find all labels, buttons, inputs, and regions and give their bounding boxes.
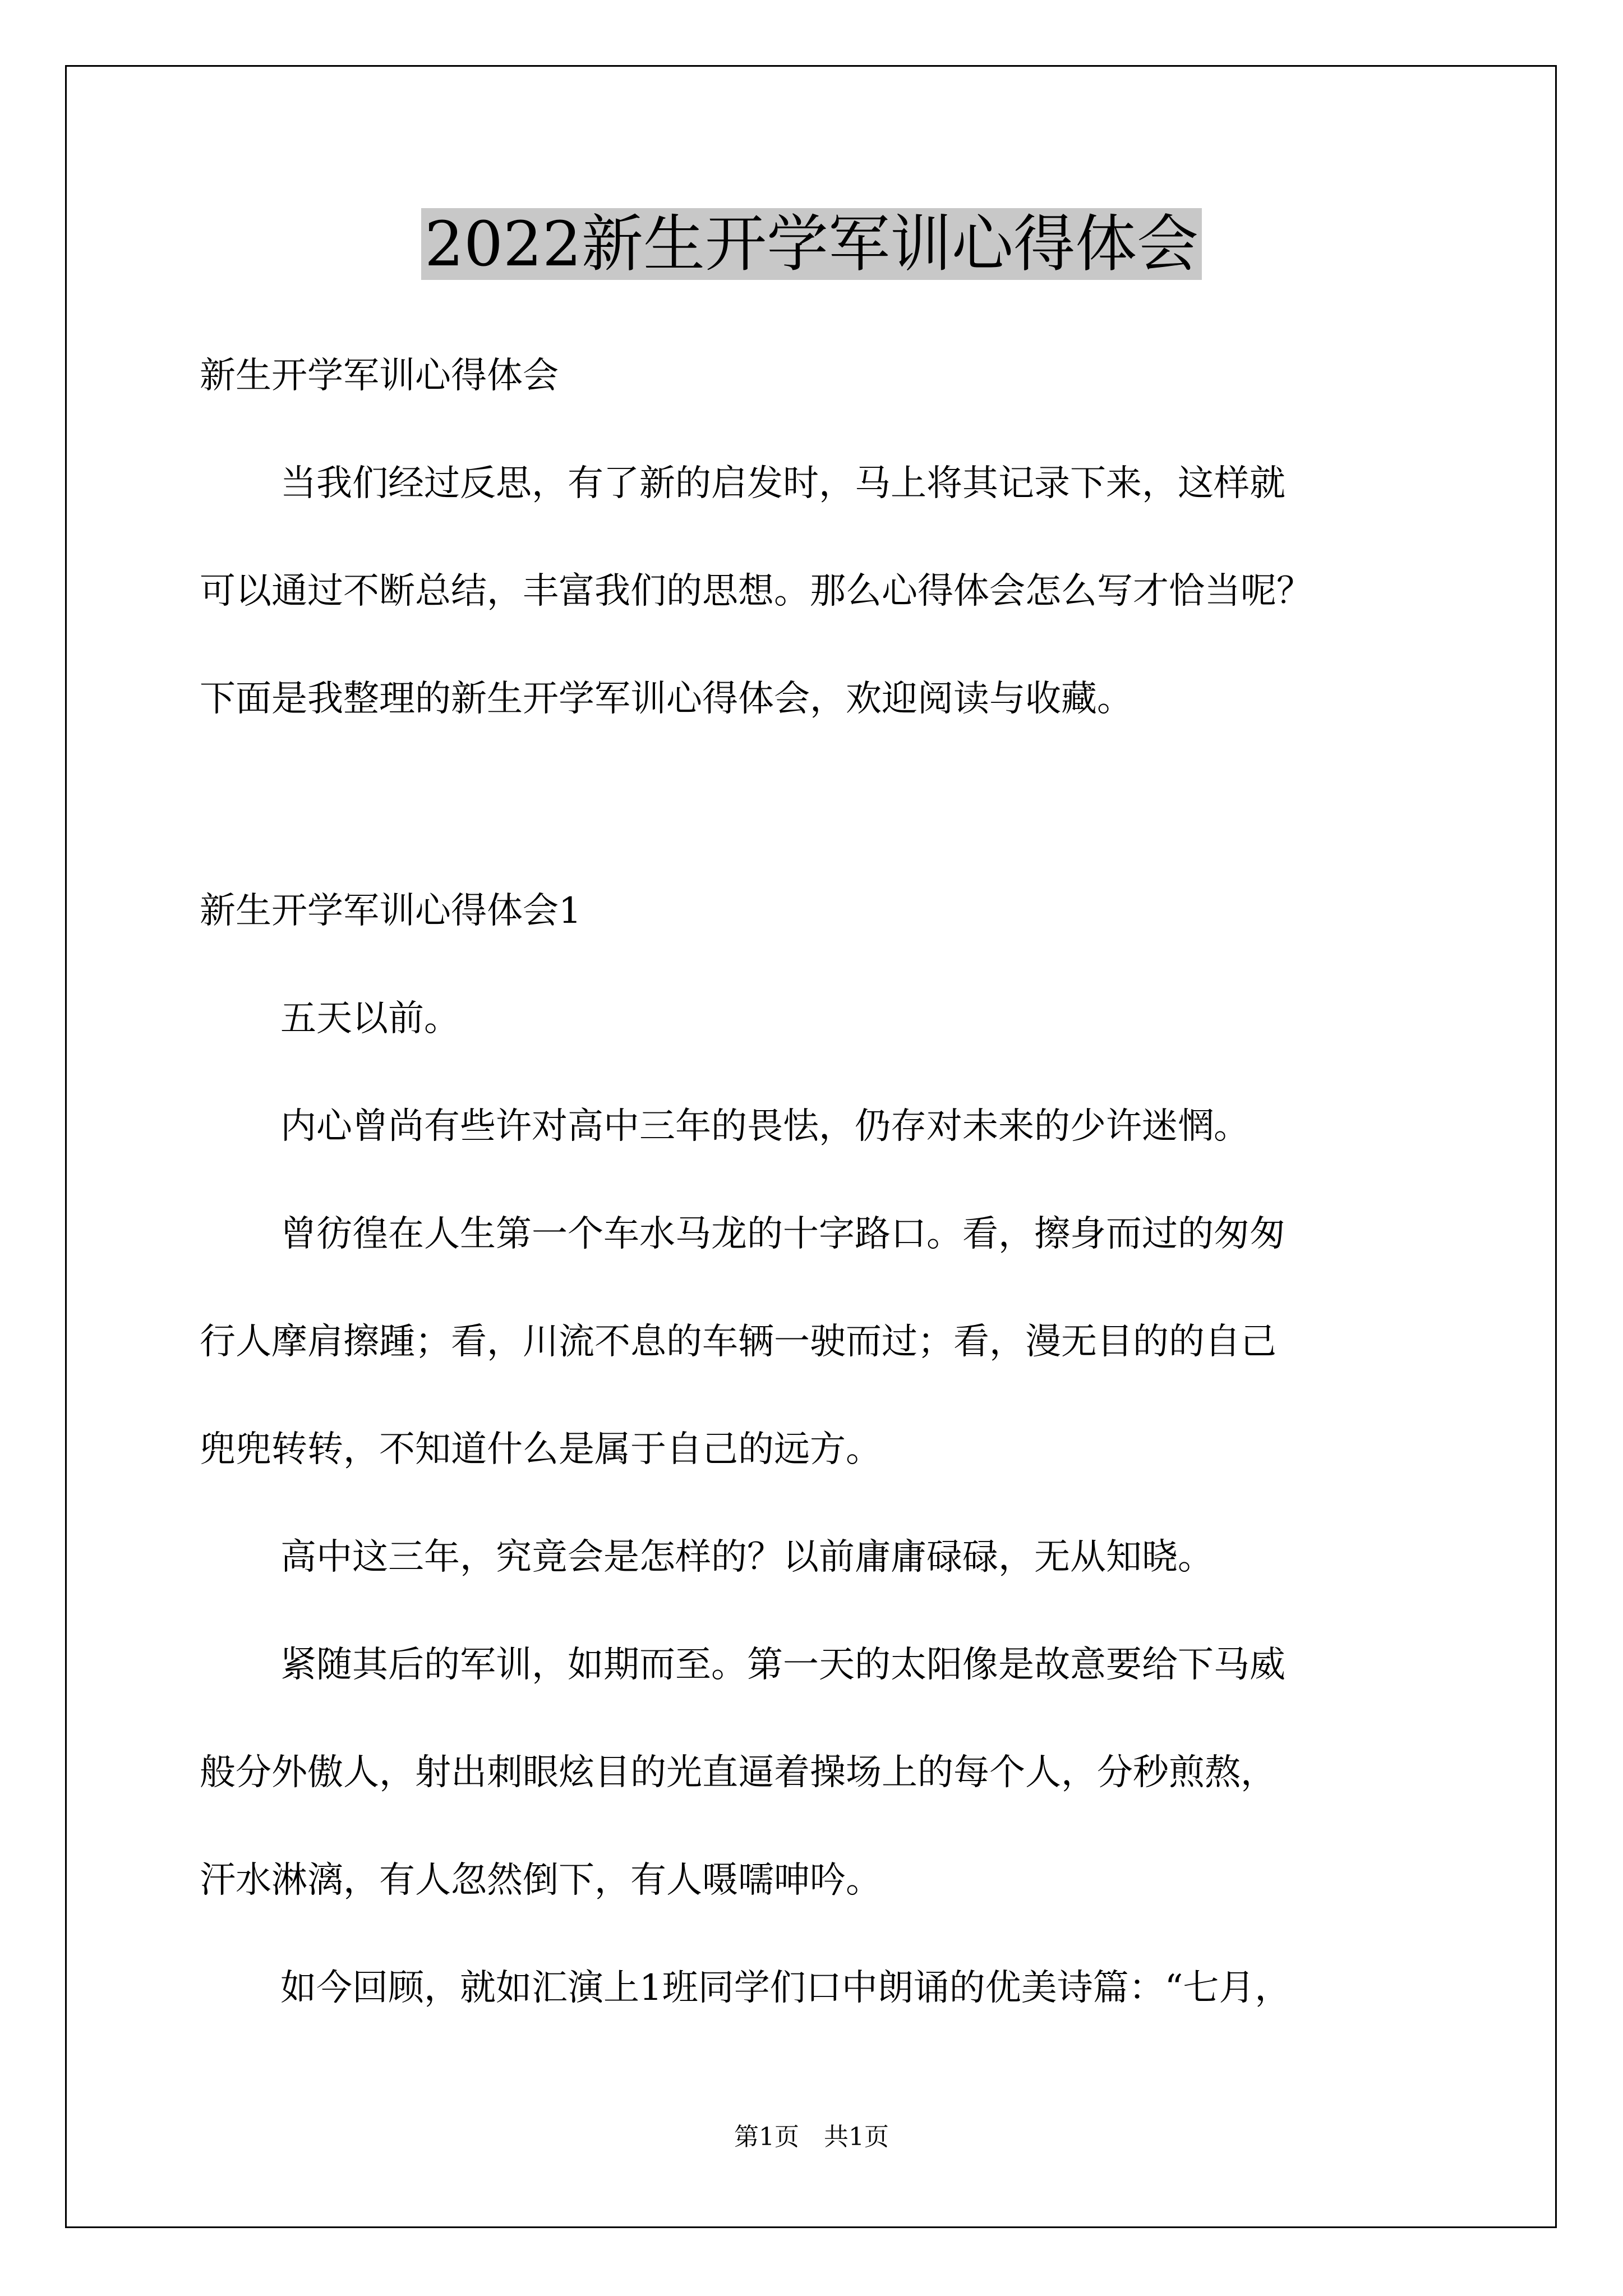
paragraph-line: 般分外傲人，射出刺眼炫目的光直逼着操场上的每个人，分秒煎熬，: [200, 1752, 1276, 1793]
paragraph-line: 汗水淋漓，有人忽然倒下，有人嗫嚅呻吟。: [200, 1860, 882, 1901]
paragraph-line: 高中这三年，究竟会是怎样的？以前庸庸碌碌，无从知晓。: [280, 1536, 1214, 1578]
paragraph-line: 内心曾尚有些许对高中三年的畏怯，仍存对未来的少许迷惘。: [280, 1106, 1249, 1147]
paragraph-line: 行人摩肩擦踵；看，川流不息的车辆一驶而过；看，漫无目的的自己: [200, 1321, 1276, 1363]
paragraph-line: 紧随其后的军训，如期而至。第一天的太阳像是故意要给下马威: [280, 1644, 1285, 1686]
paragraph-line: 如今回顾，就如汇演上1班同学们口中朗诵的优美诗篇：“七月，: [280, 1967, 1291, 2009]
section-heading: 新生开学军训心得体会1: [200, 890, 582, 932]
document-title-text: 2022新生开学军训心得体会: [421, 208, 1202, 280]
paragraph-line: 当我们经过反思，有了新的启发时，马上将其记录下来，这样就: [280, 463, 1285, 504]
paragraph-line: 五天以前。: [280, 998, 460, 1039]
document-title: [0, 202, 1623, 286]
paragraph-line: 下面是我整理的新生开学军训心得体会，欢迎阅读与收藏。: [200, 678, 1133, 720]
paragraph-line: 曾彷徨在人生第一个车水马龙的十字路口。看，擦身而过的匆匆: [280, 1213, 1285, 1255]
paragraph-line: 可以通过不断总结，丰富我们的思想。那么心得体会怎么写才恰当呢？: [200, 570, 1312, 612]
subtitle-line: 新生开学军训心得体会: [200, 355, 559, 397]
paragraph-line: 兜兜转转，不知道什么是属于自己的远方。: [200, 1429, 882, 1470]
page-number-footer: 第1页 共1页: [734, 2123, 889, 2151]
